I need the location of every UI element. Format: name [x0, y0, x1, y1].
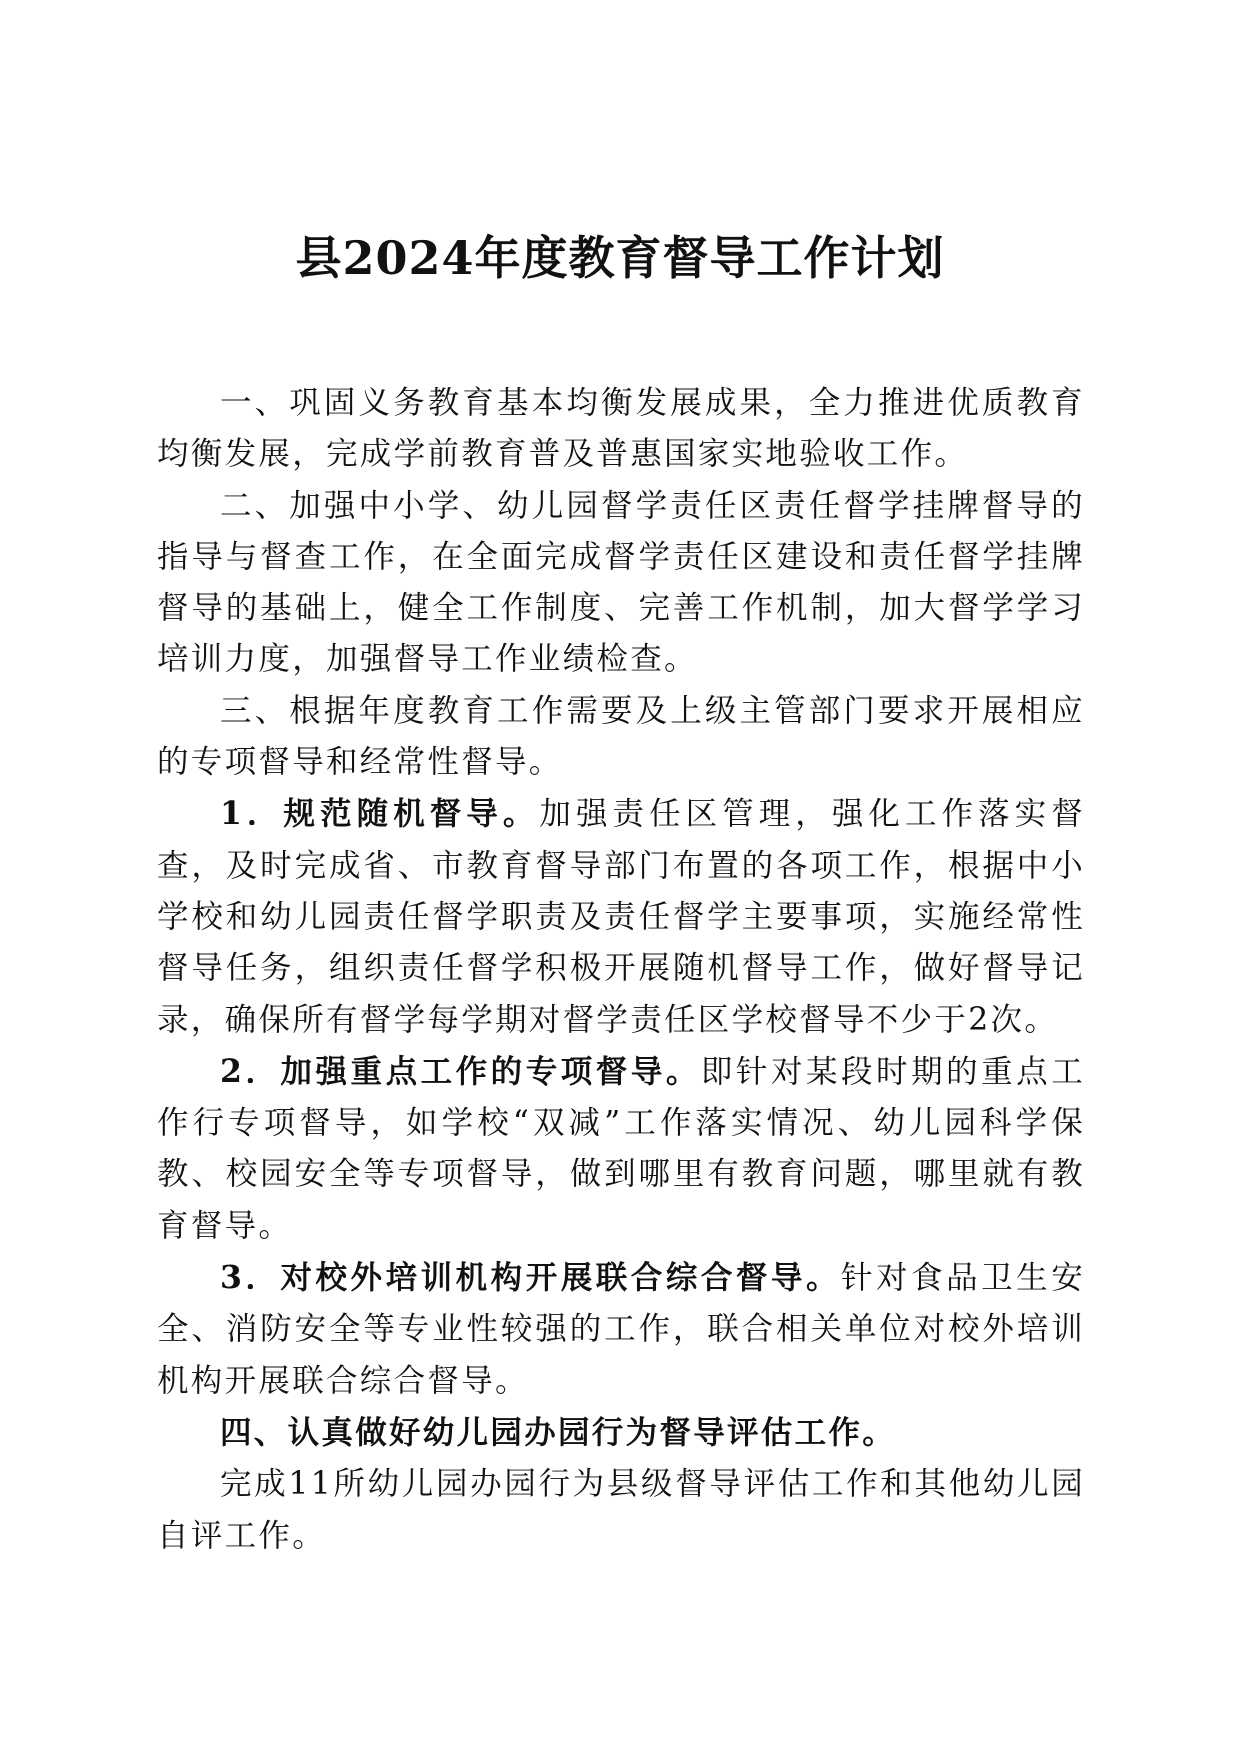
- paragraph-heading: 3．对校外培训机构开展联合综合督导。: [220, 1259, 841, 1297]
- paragraph-7: [157, 1407, 1085, 1459]
- paragraph-heading: 2．加强重点工作的专项督导。: [220, 1052, 701, 1090]
- document-body: [157, 378, 1085, 1562]
- paragraph-4: [157, 788, 1085, 1045]
- paragraph-text: 一、巩固义务教育基本均衡发展成果，全力推进优质教育均衡发展，完成学前教育普及普惠国家实地验收工作。: [157, 385, 1085, 473]
- document-title: 县2024年度教育督导工作计划: [295, 231, 945, 285]
- paragraph-8: [157, 1459, 1085, 1562]
- paragraph-5: [157, 1046, 1085, 1252]
- paragraph-text: 针对食品卫生安全、消防安全等专业性较强的工作，联合相关单位对校外培训机构开展联合综合督导。: [157, 1260, 1085, 1399]
- paragraph-text: 三、根据年度教育工作需要及上级主管部门要求开展相应的专项督导和经常性督导。: [157, 692, 1085, 781]
- paragraph-1: [157, 378, 1085, 481]
- paragraph-text: 即针对某段时期的重点工作行专项督导，如学校“双减”工作落实情况、幼儿园科学保教、校园安全等专项督导，做到哪里有教育问题，哪里就有教育督导。: [157, 1053, 1085, 1244]
- paragraph-2: [157, 481, 1085, 686]
- paragraph-text: 二、加强中小学、幼儿园督学责任区责任督学挂牌督导的指导与督查工作，在全面完成督学责任区建设和责任督学挂牌督导的基础上，健全工作制度、完善工作机制，加大督学学习培训力度，加强督导工作业绩检查。: [157, 487, 1085, 678]
- paragraph-text: 加强责任区管理，强化工作落实督查，及时完成省、市教育督导部门布置的各项工作，根据中小学校和幼儿园责任督学职责及责任督学主要事项，实施经常性督导任务，组织责任督学积极开展随机督导工作，做好督导记录，确保所有督学每学期对督学责任区学校督导不少于2次。: [157, 796, 1085, 1038]
- paragraph-6: [157, 1252, 1085, 1407]
- paragraph-text: 完成11所幼儿园办园行为县级督导评估工作和其他幼儿园自评工作。: [157, 1466, 1085, 1554]
- paragraph-heading: 四、认真做好幼儿园办园行为督导评估工作。: [220, 1413, 897, 1451]
- paragraph-heading: 1．规范随机督导。: [220, 795, 540, 833]
- paragraph-3: [157, 686, 1085, 789]
